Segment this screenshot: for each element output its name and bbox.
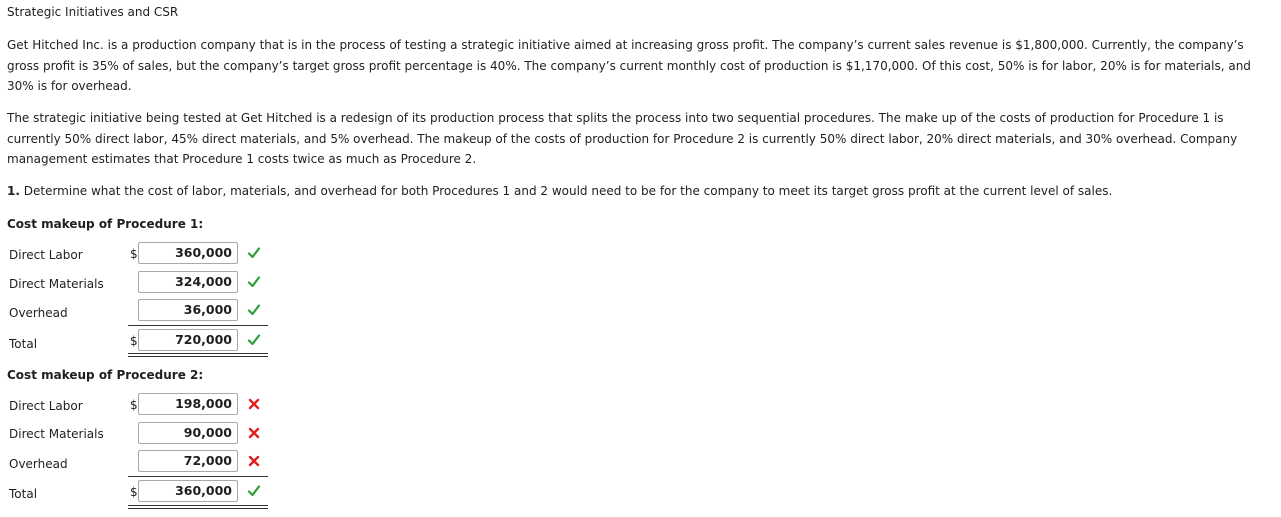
check-icon	[246, 245, 262, 261]
problem-paragraph-1: Get Hitched Inc. is a production company that is in the process of testing a strategic initiative aimed at increasing gross profit. The company’s current sales revenue is $1,800,000. Currently, the company’s gross profit is 35% of sales, but the company’s target gross profit percentage is 40%. The company’s current monthly cost of production is $1,170,000. Of this cost, 50% is for labor, 20% is for materials, and 30% is for overhead.	[7, 38, 1251, 93]
p1-double-rule-top	[128, 353, 268, 354]
p1-label-direct-materials: Direct Materials	[9, 277, 104, 291]
p2-double-rule-bottom	[128, 508, 268, 509]
p2-currency-total: $	[130, 485, 138, 499]
p2-total-rule	[128, 476, 268, 477]
p2-double-rule-top	[128, 505, 268, 506]
x-icon	[246, 396, 262, 412]
procedure-2-heading: Cost makeup of Procedure 2:	[7, 368, 204, 382]
p2-label-direct-materials: Direct Materials	[9, 427, 104, 441]
p1-currency-total: $	[130, 334, 138, 348]
p1-label-overhead: Overhead	[9, 306, 68, 320]
check-icon	[246, 332, 262, 348]
p2-total-input[interactable]: 360,000	[138, 480, 238, 502]
check-icon	[246, 274, 262, 290]
p1-currency-direct-labor: $	[130, 247, 138, 261]
question-1	[7, 183, 1112, 199]
p2-label-total: Total	[9, 487, 38, 501]
p2-label-overhead: Overhead	[9, 457, 68, 471]
p1-total-rule	[128, 325, 268, 326]
p2-overhead-input[interactable]: 72,000	[138, 450, 238, 472]
p2-label-direct-labor: Direct Labor	[9, 399, 83, 413]
x-icon	[246, 425, 262, 441]
p1-double-rule-bottom	[128, 356, 268, 357]
check-icon	[246, 302, 262, 318]
check-icon	[246, 483, 262, 499]
page-title: Strategic Initiatives and CSR	[7, 5, 179, 19]
question-text: Determine what the cost of labor, materials, and overhead for both Procedures 1 and 2 would need to be for the company to meet its target gross profit at the current level of sales.	[19, 184, 1113, 198]
p1-label-total: Total	[9, 337, 38, 351]
p2-currency-direct-labor: $	[130, 398, 138, 412]
p1-total-input[interactable]: 720,000	[138, 329, 238, 351]
p1-label-direct-labor: Direct Labor	[9, 248, 83, 262]
problem-paragraph-2: The strategic initiative being tested at Get Hitched is a redesign of its production process that splits the process into two sequential procedures. The make up of the costs of production for Procedure 1 is currently 50% direct labor, 45% direct materials, and 5% overhead. The makeup of the costs of production for Procedure 2 is currently 50% direct labor, 20% direct materials, and 30% overhead. Company management estimates that Procedure 1 costs twice as much as Procedure 2.	[7, 111, 1238, 166]
question-number: 1.	[7, 184, 20, 198]
procedure-1-heading: Cost makeup of Procedure 1:	[7, 217, 204, 231]
x-icon	[246, 453, 262, 469]
p2-direct-materials-input[interactable]: 90,000	[138, 422, 238, 444]
p1-direct-materials-input[interactable]: 324,000	[138, 271, 238, 293]
p1-direct-labor-input[interactable]: 360,000	[138, 242, 238, 264]
p1-overhead-input[interactable]: 36,000	[138, 299, 238, 321]
p2-direct-labor-input[interactable]: 198,000	[138, 393, 238, 415]
